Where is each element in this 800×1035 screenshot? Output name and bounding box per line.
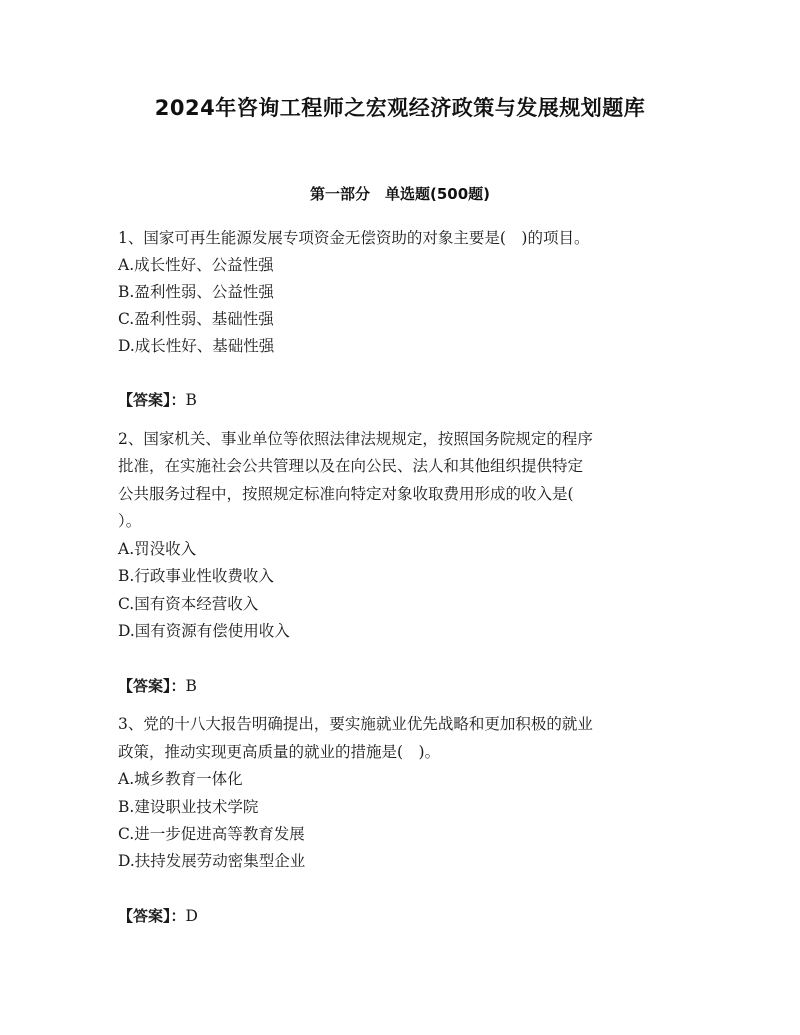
question-1-option-d: D.成长性好、基础性强 bbox=[118, 337, 275, 355]
question-2-stem-line-3: 公共服务过程中，按照规定标准向特定对象收取费用形成的收入是( bbox=[118, 485, 574, 503]
question-2-option-b: B.行政事业性收费收入 bbox=[118, 567, 274, 585]
question-2-stem-line-4: ）。 bbox=[118, 512, 142, 530]
question-3-option-c: C.进一步促进高等教育发展 bbox=[118, 825, 305, 843]
document-title: 2024年咨询工程师之宏观经济政策与发展规划题库 bbox=[154, 96, 646, 120]
question-2-answer bbox=[118, 676, 197, 696]
question-3-stem-line-1: 3、党的十八大报告明确提出，要实施就业优先战略和更加积极的就业 bbox=[118, 715, 593, 733]
question-1-option-c: C.盈利性弱、基础性强 bbox=[118, 310, 274, 328]
question-2-option-c: C.国有资本经营收入 bbox=[118, 595, 259, 613]
question-2-stem-line-1: 2、国家机关、事业单位等依照法律法规规定，按照国务院规定的程序 bbox=[118, 430, 593, 448]
question-1-option-b: B.盈利性弱、公益性强 bbox=[118, 283, 274, 301]
question-2-option-a: A.罚没收入 bbox=[118, 540, 197, 558]
question-2-option-d: D.国有资源有偿使用收入 bbox=[118, 622, 290, 640]
question-1-stem-line-1: 1、国家可再生能源发展专项资金无偿资助的对象主要是( )的项目。 bbox=[118, 229, 590, 247]
answer-value: B bbox=[185, 391, 197, 409]
question-1-option-a: A.成长性好、公益性强 bbox=[118, 256, 274, 274]
answer-value: D bbox=[185, 907, 198, 925]
question-3-stem-line-2: 政策，推动实现更高质量的就业的措施是( )。 bbox=[118, 743, 441, 761]
answer-label: 【答案】： bbox=[118, 391, 186, 409]
question-3-answer bbox=[118, 906, 198, 926]
question-1-answer bbox=[118, 390, 197, 410]
answer-value: B bbox=[185, 677, 197, 695]
question-3-option-b: B.建设职业技术学院 bbox=[118, 798, 259, 816]
question-2-stem-line-2: 批准，在实施社会公共管理以及在向公民、法人和其他组织提供特定 bbox=[118, 457, 584, 475]
answer-label: 【答案】： bbox=[118, 907, 186, 925]
question-3-option-d: D.扶持发展劳动密集型企业 bbox=[118, 852, 306, 870]
question-3-option-a: A.城乡教育一体化 bbox=[118, 770, 243, 788]
answer-label: 【答案】： bbox=[118, 677, 186, 695]
section-title: 第一部分 单选题(500题) bbox=[309, 185, 491, 203]
